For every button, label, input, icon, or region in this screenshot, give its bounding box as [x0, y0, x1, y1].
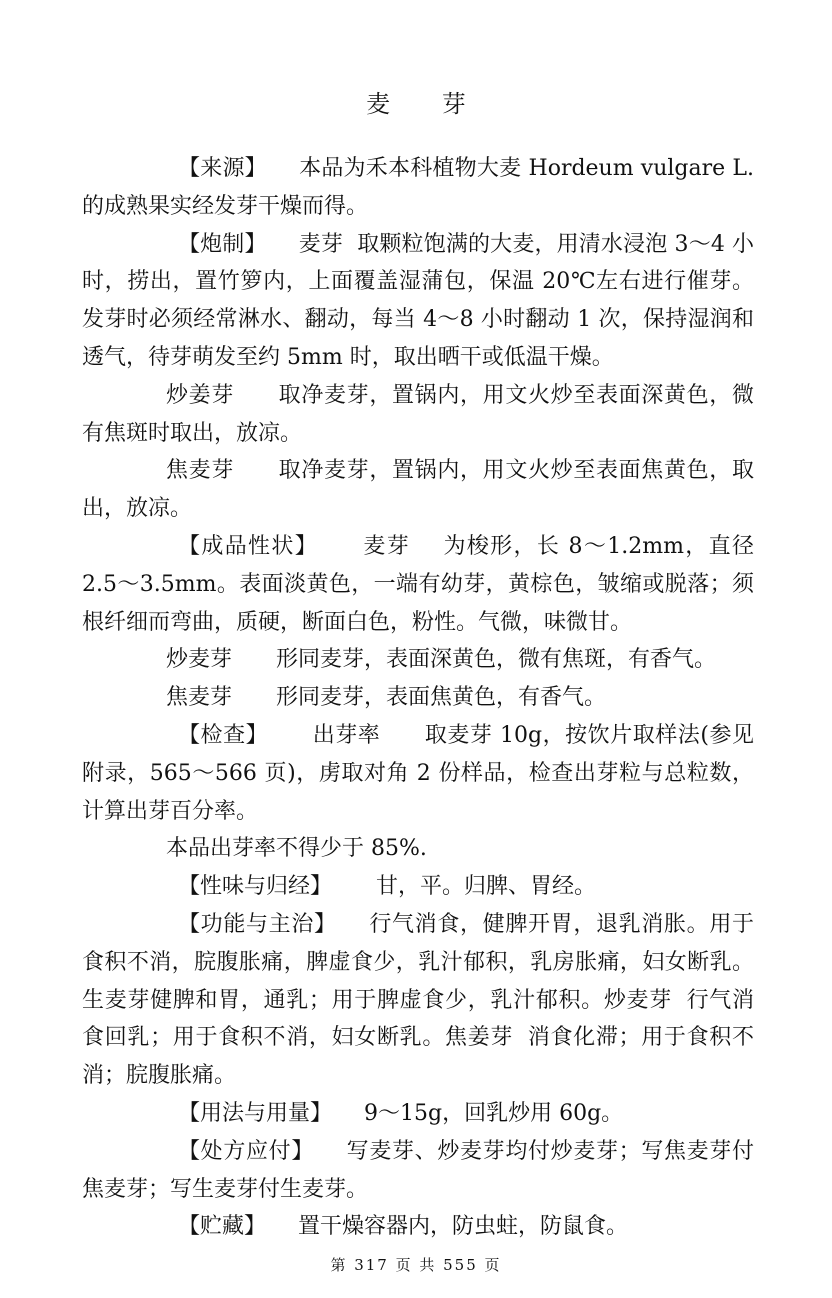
properties-sub-1	[82, 641, 754, 679]
section-header: 【性味与归经】	[178, 874, 333, 900]
item-text: 取净麦芽，置锅内，用文火炒至表面焦黄色，取出，放凉。	[82, 458, 754, 522]
section-inspection	[82, 717, 754, 830]
section-header: 【检查】	[178, 722, 269, 748]
section-text: 取颗粒饱满的大麦，用清水浸泡 3～4 小时，捞出，置竹箩内，上面覆盖湿蒲包，保温 20℃左右进行催芽。发芽时必须经常淋水、翻动，每当 4～8 小时翻动 1 次，保持湿润和透气，待芽萌发至约 5mm 时，取出晒干或低温干燥。	[82, 231, 754, 370]
processing-sub-1	[82, 377, 754, 453]
section-prescription	[82, 1133, 754, 1209]
section-text: 消食化滞；用于食积不消；脘腹胀痛。	[82, 1025, 754, 1089]
section-usage	[82, 1095, 754, 1133]
section-text: 行气消食回乳；用于食积不消，妇女断乳。焦姜芽	[82, 987, 754, 1051]
section-processing	[82, 226, 754, 377]
item-name: 麦芽	[298, 231, 344, 257]
section-properties	[82, 528, 754, 641]
item-name: 焦麦芽	[166, 458, 234, 484]
section-text: 写麦芽、炒麦芽均付炒麦芽；写焦麦芽付焦麦芽；写生麦芽付生麦芽。	[82, 1138, 754, 1202]
section-storage	[82, 1208, 754, 1246]
item-name: 麦芽	[362, 533, 411, 559]
item-text: 取净麦芽，置锅内，用文火炒至表面深黄色，微有焦斑时取出，放凉。	[82, 382, 754, 446]
section-text: 9～15g，回乳炒用 60g。	[364, 1100, 624, 1126]
document-body	[82, 150, 754, 1246]
section-nature	[82, 868, 754, 906]
section-header: 【用法与用量】	[178, 1100, 333, 1126]
inspection-standard	[82, 830, 754, 868]
section-text: 为梭形，长 8～1.2mm，直径 2.5～3.5mm。表面淡黄色，一端有幼芽，黄棕色，皱缩或脱落；须根纤细而弯曲，质硬，断面白色，粉性。气微，味微甘。	[82, 533, 754, 635]
section-text: 行气消食，健脾开胃，退乳消胀。用于食积不消，脘腹胀痛，脾虚食少，乳汁郁积，乳房胀痛，妇女断乳。生麦芽健脾和胃，通乳；用于脾虚食少，乳汁郁积。炒麦芽	[82, 911, 754, 1013]
section-functions	[82, 906, 754, 1095]
section-header: 【来源】	[178, 156, 267, 181]
section-header: 【炮制】	[178, 231, 267, 257]
page-footer: 第 317 页 共 555 页	[330, 1256, 502, 1274]
section-source	[82, 150, 754, 226]
properties-sub-2	[82, 679, 754, 717]
section-header: 【贮藏】	[178, 1214, 267, 1240]
section-text: 取麦芽 10g，按饮片取样法(参见附录，565～566 页)，虏取对角 2 份样品，检查出芽粒与总粒数，计算出芽百分率。	[82, 722, 754, 824]
item-name: 焦麦芽	[166, 685, 233, 711]
section-text: 本品为禾本科植物大麦 Hordeum vulgare L.的成熟果实经发芽干燥而得。	[82, 156, 754, 219]
section-text: 置干燥容器内，防虫蛀，防鼠食。	[298, 1214, 629, 1240]
item-name: 炒姜芽	[166, 382, 234, 408]
item-text: 本品出芽率不得少于 85%.	[166, 836, 427, 862]
page-title: 麦 芽	[366, 90, 488, 118]
section-header: 【处方应付】	[178, 1138, 314, 1164]
item-text: 形同麦芽，表面焦黄色，有香气。	[276, 685, 607, 711]
item-name: 炒麦芽	[166, 647, 233, 673]
item-text: 形同麦芽，表面深黄色，微有焦斑，有香气。	[276, 647, 717, 673]
section-text: 甘，平。归脾、胃经。	[376, 874, 597, 900]
processing-sub-2	[82, 452, 754, 528]
item-name: 出芽率	[312, 722, 381, 748]
section-header: 【功能与主治】	[178, 911, 337, 937]
section-header: 【成品性状】	[178, 533, 319, 559]
